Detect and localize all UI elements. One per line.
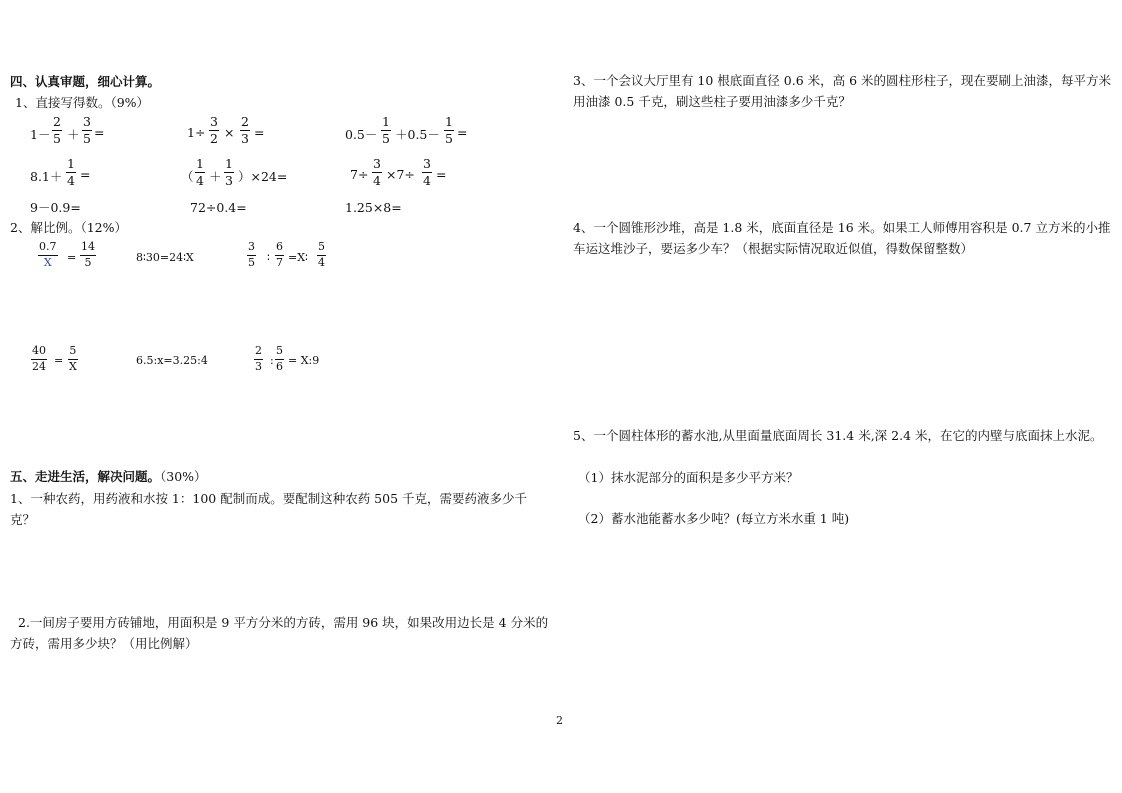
section4-heading: 四、认真审题，细心计算。 [10, 74, 161, 89]
q1-label: 1、直接写得数。（9%） [15, 95, 150, 110]
problem-5: 5、一个圆柱体形的蓄水池,从里面量底面周长 31.4 米,深 2.4 米，在它的内壁与底面抹上水泥。 [573, 428, 1103, 443]
problem-5-part-2: （2）蓄水池能蓄水多少吨？(每立方米水重 1 吨) [578, 511, 850, 526]
problem-2: 2.一间房子要用方砖铺地，用面积是 9 平方分米的方砖，需用 96 块，如果改用边长是 4 分米的方砖，需用多少块？（用比例解） [10, 615, 549, 651]
problem-4: 4、一个圆锥形沙堆，高是 1.8 米，底面直径是 16 米。如果工人师傅用容积是 0.7 立方米的小推车运这堆沙子，要运多少车？（根据实际情况取近似值，得数保留整数） [573, 220, 1111, 256]
q2-label: 2、解比例。（12%） [10, 220, 127, 235]
calc-r3c1: 9－0.9= [30, 200, 81, 215]
section5-heading: 五、走进生活，解决问题。（30%） [10, 469, 207, 484]
page-number: 2 [556, 714, 563, 727]
problem-3: 3、一个会议大厅里有 10 根底面直径 0.6 米，高 6 米的圆柱形柱子，现在要刷上油漆，每平方米用油漆 0.5 千克，刷这些柱子要用油漆多少千克？ [573, 73, 1112, 109]
calc-r3c2: 72÷0.4= [190, 200, 247, 215]
problem-5-part-1: （1）抹水泥部分的面积是多少平方米？ [578, 470, 799, 485]
prop-2: 8∶30=24∶X [136, 251, 194, 264]
calc-r3c3: 1.25×8= [345, 200, 402, 215]
problem-1: 1、一种农药，用药液和水按 1：100 配制而成。要配制这种农药 505 千克，需要药液多少千克？ [10, 491, 528, 527]
prop-5: 6.5:x=3.25:4 [136, 354, 208, 367]
